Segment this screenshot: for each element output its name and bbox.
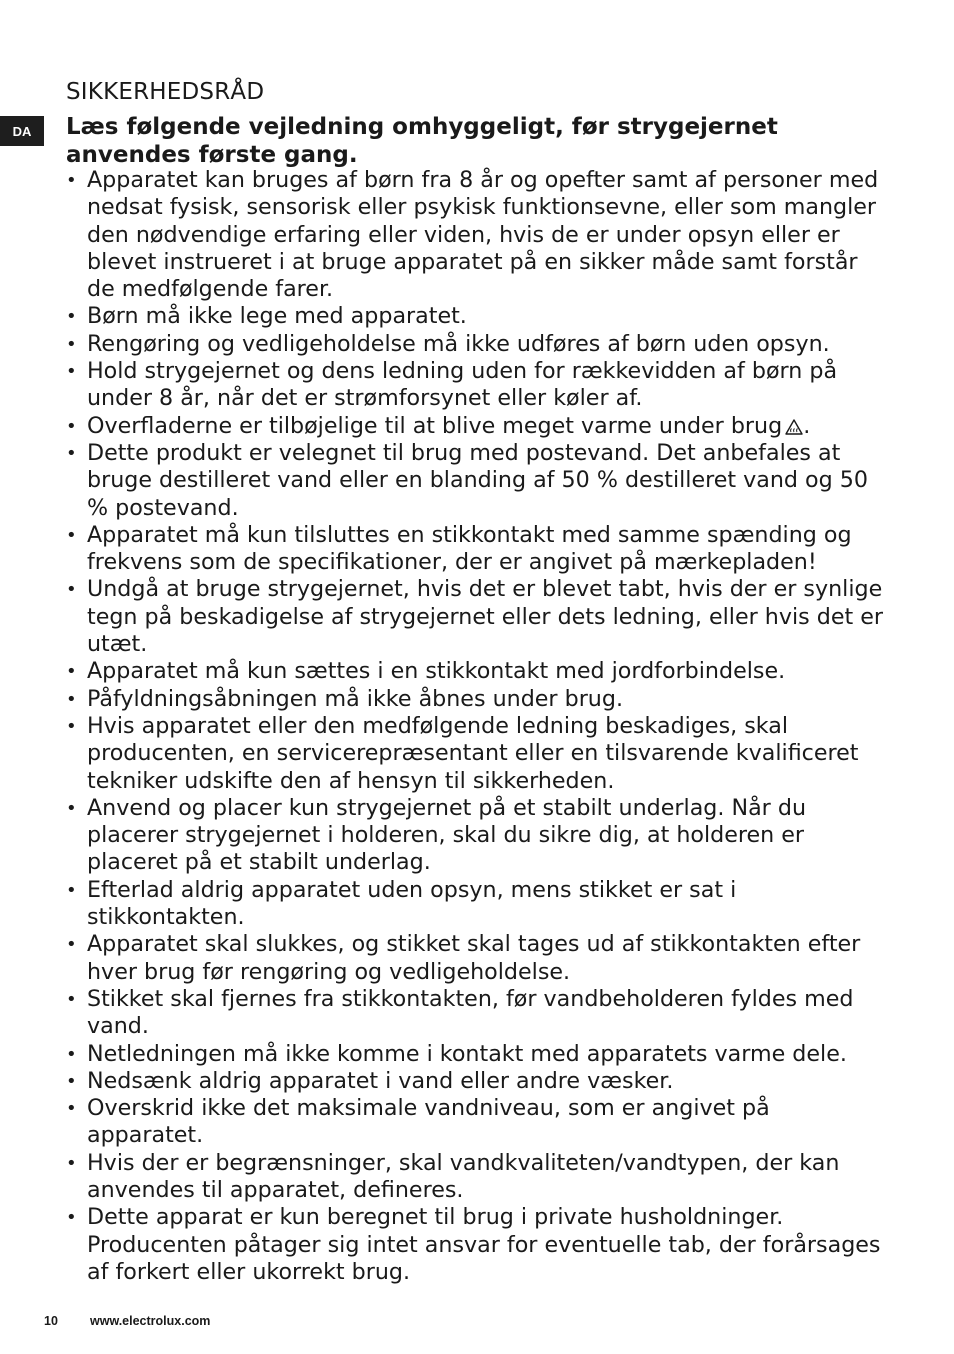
safety-rule: • Påfyldningsåbningen må ikke åbnes under brug. [66, 686, 890, 713]
safety-rule: • Apparatet må kun sættes i en stikkontakt med jordforbindelse. [66, 658, 890, 685]
safety-rule: • Apparatet kan bruges af børn fra 8 år og opefter samt af personer med nedsat fysisk, sensorisk eller psykisk funktionsevne, eller som mangler den nødvendige erfaring eller viden, hvis de er under opsyn eller er blevet instrueret i at bruge apparatet på en sikker måde samt forstår de medfølgende farer. [66, 167, 890, 303]
safety-rule: • Anvend og placer kun strygejernet på et stabilt underlag. Når du placerer strygejernet i holderen, skal du sikre dig, at holderen er placeret på et stabilt underlag. [66, 795, 890, 877]
safety-rule: • Overskrid ikke det maksimale vandniveau, som er angivet på apparatet. [66, 1095, 890, 1150]
safety-rule: • Undgå at bruge strygejernet, hvis det er blevet tabt, hvis der er synlige tegn på beskadigelse af strygejernet eller dets ledning, eller hvis det er utæt. [66, 576, 890, 658]
safety-rule: • Apparatet skal slukkes, og stikket skal tages ud af stikkontakten efter hver brug før rengøring og vedligeholdelse. [66, 931, 890, 986]
safety-rule: • Hvis der er begrænsninger, skal vandkvaliteten/vandtypen, der kan anvendes til apparatet, defineres. [66, 1150, 890, 1205]
safety-rule: • Dette produkt er velegnet til brug med postevand. Det anbefales at bruge destilleret vand eller en blanding af 50 % destilleret vand og 50 % postevand. [66, 440, 890, 522]
safety-rule: • Børn må ikke lege med apparatet. [66, 303, 890, 330]
safety-rule: • Efterlad aldrig apparatet uden opsyn, mens stikket er sat i stikkontakten. [66, 877, 890, 932]
safety-rule-text: Overfladerne er tilbøjelige til at blive meget varme under brug [87, 412, 783, 439]
safety-rule: • Rengøring og vedligeholdelse må ikke udføres af børn uden opsyn. [66, 331, 890, 358]
intro-text: Læs følgende vejledning omhyggeligt, før strygejernet anvendes første gang. [66, 114, 778, 168]
hot-surface-warning-icon [785, 419, 803, 435]
section-heading: SIKKERHEDSRÅD [66, 79, 265, 105]
safety-rule-period: . [803, 412, 811, 439]
safety-rule: • Dette apparat er kun beregnet til brug i private husholdninger. Producenten påtager sig intet ansvar for eventuelle tab, der forårsages af forkert eller ukorrekt brug. [66, 1204, 890, 1286]
website-link[interactable]: www.electrolux.com [90, 1314, 211, 1328]
safety-rule: • Hvis apparatet eller den medfølgende ledning beskadiges, skal producenten, en servicerepræsentant eller en tilsvarende kvalificeret tekniker udskifte den af hensyn til sikkerheden. [66, 713, 890, 795]
safety-rule: • Stikket skal fjernes fra stikkontakten, før vandbeholderen fyldes med vand. [66, 986, 890, 1041]
safety-rule: • Netledningen må ikke komme i kontakt med apparatets varme dele. [66, 1041, 890, 1068]
page-number: 10 [44, 1314, 58, 1328]
safety-rule: • Nedsænk aldrig apparatet i vand eller andre væsker. [66, 1068, 890, 1095]
safety-rules-list [66, 167, 890, 1286]
safety-rule-hot-surface [66, 413, 890, 440]
safety-rule: • Apparatet må kun tilsluttes en stikkontakt med samme spænding og frekvens som de specifikationer, der er angivet på mærkepladen! [66, 522, 890, 577]
safety-rule: • Hold strygejernet og dens ledning uden for rækkevidden af børn på under 8 år, når det er strømforsynet eller køler af. [66, 358, 890, 413]
language-tab: DA [0, 116, 44, 146]
